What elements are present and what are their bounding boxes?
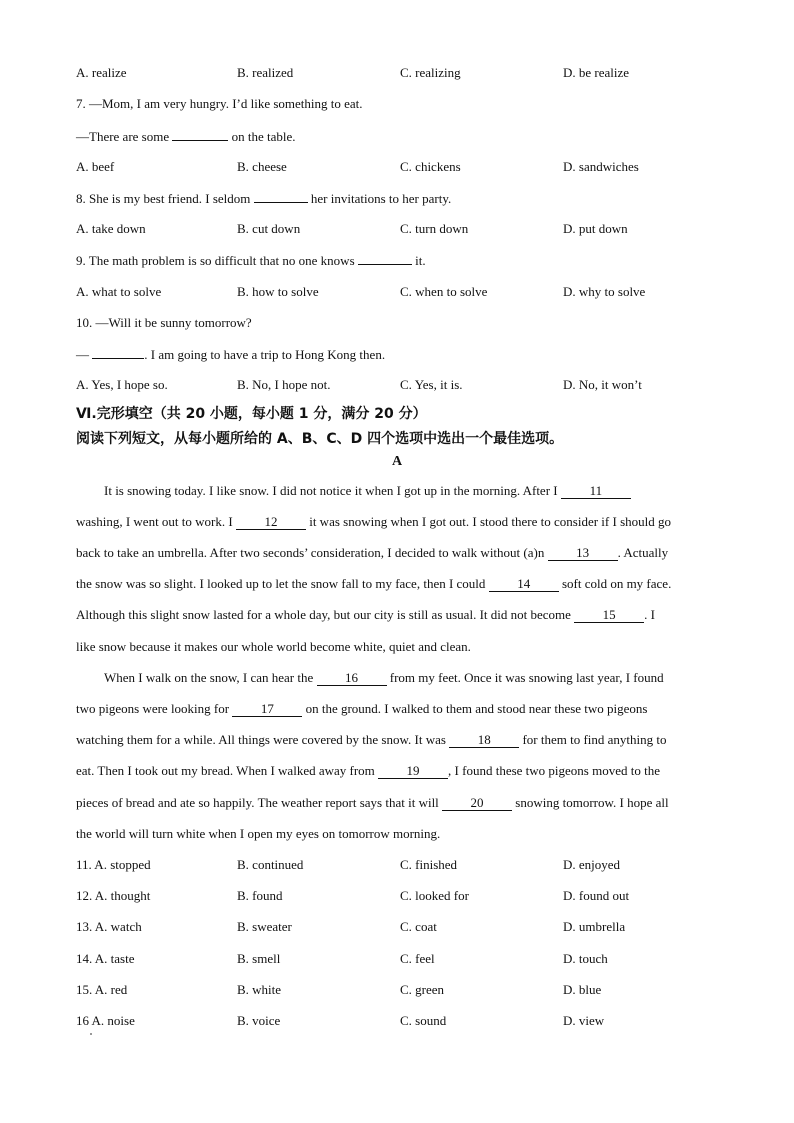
blank-15: 15	[574, 608, 644, 623]
blank-18: 18	[449, 733, 519, 748]
q8-pre: 8. She is my best friend. I seldom	[76, 191, 251, 206]
option-b: B. cut down	[237, 221, 301, 236]
section-title: Ⅵ.完形填空（共 20 小题，每小题 1 分，满分 20 分）	[76, 406, 427, 422]
option-d: D. put down	[563, 221, 628, 236]
option-a: 16 A. noise	[76, 1013, 135, 1028]
answer-row-13	[76, 919, 716, 937]
option-b: B. sweater	[237, 919, 292, 934]
blank-13: 13	[548, 546, 618, 561]
option-a: A. what to solve	[76, 284, 162, 299]
option-c: C. coat	[400, 919, 437, 934]
passage-text: eat. Then I took out my bread. When I walked away from	[76, 763, 375, 778]
option-d: D. enjoyed	[563, 857, 621, 872]
option-a: A. take down	[76, 221, 146, 236]
q9-stem	[76, 252, 426, 269]
option-a: A. beef	[76, 159, 115, 174]
passage-text: When I walk on the snow, I can hear the	[104, 670, 314, 685]
passage-text: . I	[644, 607, 655, 622]
q8-options	[76, 221, 716, 239]
option-c: C. finished	[400, 857, 458, 872]
option-b: B. continued	[237, 857, 304, 872]
option-b: B. found	[237, 888, 283, 903]
passage-text: Although this slight snow lasted for a whole day, but our city is still as usual. It did not become	[76, 607, 571, 622]
passage-text: watching them for a while. All things were covered by the snow. It was	[76, 732, 446, 747]
option-c: C. Yes, it is.	[400, 377, 463, 392]
blank-14: 14	[489, 577, 559, 592]
q7-reply	[76, 128, 296, 145]
q9-post: it.	[415, 253, 426, 268]
option-d: D. view	[563, 1013, 605, 1028]
option-b: B. how to solve	[237, 284, 319, 299]
option-b: B. voice	[237, 1013, 281, 1028]
q7-options	[76, 159, 716, 177]
option-c: C. when to solve	[400, 284, 488, 299]
passage-text: two pigeons were looking for	[76, 701, 230, 716]
passage-line	[76, 732, 712, 748]
answer-row-16	[76, 1013, 716, 1031]
option-b: B. cheese	[237, 159, 287, 174]
passage-line: the world will turn white when I open my eyes on tomorrow morning.	[76, 826, 441, 841]
passage-text: the snow was so slight. I looked up to let the snow fall to my face, then I could	[76, 576, 486, 591]
stray-mark	[90, 1033, 92, 1035]
passage-text: It is snowing today. I like snow. I did not notice it when I got up in the morning. After I	[104, 483, 558, 498]
option-a: 12. A. thought	[76, 888, 151, 903]
option-a: 11. A. stopped	[76, 857, 151, 872]
option-b: B. No, I hope not.	[237, 377, 331, 392]
passage-text: for them to find anything to	[522, 732, 667, 747]
option-c: C. feel	[400, 951, 435, 966]
passage-line	[76, 607, 712, 623]
blank-19: 19	[378, 764, 448, 779]
q7-blank	[172, 128, 228, 141]
passage-line	[104, 670, 704, 686]
option-c: C. chickens	[400, 159, 461, 174]
option-a: 13. A. watch	[76, 919, 142, 934]
q8-blank	[254, 190, 308, 203]
passage-line	[76, 795, 712, 811]
q7-reply-pre: —There are some	[76, 129, 170, 144]
passage-text: it was snowing when I got out. I stood there to consider if I should go	[309, 514, 671, 529]
passage-line	[76, 545, 712, 561]
blank-11: 11	[561, 484, 631, 499]
blank-12: 12	[236, 515, 306, 530]
option-a: A. realize	[76, 65, 127, 80]
option-d: D. sandwiches	[563, 159, 639, 174]
q10-reply-post: . I am going to have a trip to Hong Kong then.	[144, 347, 386, 362]
q7-stem: 7. —Mom, I am very hungry. I’d like something to eat.	[76, 96, 363, 111]
q10-stem: 10. —Will it be sunny tomorrow?	[76, 315, 252, 330]
passage-text: , I found these two pigeons moved to the	[448, 763, 660, 778]
passage-title: A	[391, 454, 403, 469]
passage-line	[76, 763, 712, 779]
option-c: C. looked for	[400, 888, 469, 903]
option-c: C. green	[400, 982, 445, 997]
passage-line	[76, 701, 712, 717]
option-b: B. realized	[237, 65, 294, 80]
option-d: D. be realize	[563, 65, 630, 80]
passage-text: back to take an umbrella. After two seconds’ consideration, I decided to walk without (a)n	[76, 545, 545, 560]
q6-options	[76, 65, 716, 83]
passage-text: . Actually	[617, 545, 669, 560]
q7-reply-post: on the table.	[231, 129, 296, 144]
option-c: C. sound	[400, 1013, 447, 1028]
q10-options	[76, 377, 716, 395]
q9-blank	[358, 252, 412, 265]
answer-row-11	[76, 857, 716, 875]
section-instruction: 阅读下列短文，从每小题所给的 A、B、C、D 四个选项中选出一个最佳选项。	[76, 431, 564, 447]
option-b: B. smell	[237, 951, 281, 966]
option-d: D. umbrella	[563, 919, 626, 934]
q9-pre: 9. The math problem is so difficult that no one knows	[76, 253, 355, 268]
option-d: D. found out	[563, 888, 630, 903]
option-c: C. turn down	[400, 221, 469, 236]
blank-17: 17	[232, 702, 302, 717]
passage-text: soft cold on my face.	[561, 576, 672, 591]
q9-options	[76, 284, 716, 302]
q10-reply-pre: —	[76, 347, 89, 362]
option-b: B. white	[237, 982, 282, 997]
q10-reply	[76, 346, 385, 363]
option-a: A. Yes, I hope so.	[76, 377, 168, 392]
option-d: D. why to solve	[563, 284, 646, 299]
q10-blank	[92, 346, 144, 359]
passage-text: washing, I went out to work. I	[76, 514, 233, 529]
passage-line	[76, 514, 712, 530]
answer-row-12	[76, 888, 716, 906]
option-a: 14. A. taste	[76, 951, 135, 966]
q8-stem	[76, 190, 451, 207]
q8-post: her invitations to her party.	[310, 191, 452, 206]
answer-row-15	[76, 982, 716, 1000]
passage-text: pieces of bread and ate so happily. The weather report says that it will	[76, 795, 439, 810]
option-a: 15. A. red	[76, 982, 128, 997]
passage-text: on the ground. I walked to them and stood near these two pigeons	[305, 701, 648, 716]
option-d: D. No, it won’t	[563, 377, 642, 392]
option-c: C. realizing	[400, 65, 461, 80]
passage-line	[76, 576, 712, 592]
blank-16: 16	[317, 671, 387, 686]
passage-line	[104, 483, 668, 499]
option-d: D. blue	[563, 982, 602, 997]
option-d: D. touch	[563, 951, 608, 966]
blank-20: 20	[442, 796, 512, 811]
answer-row-14	[76, 951, 716, 969]
passage-line: like snow because it makes our whole world become white, quiet and clean.	[76, 639, 471, 654]
passage-text: snowing tomorrow. I hope all	[515, 795, 669, 810]
passage-text: from my feet. Once it was snowing last year, I found	[389, 670, 664, 685]
